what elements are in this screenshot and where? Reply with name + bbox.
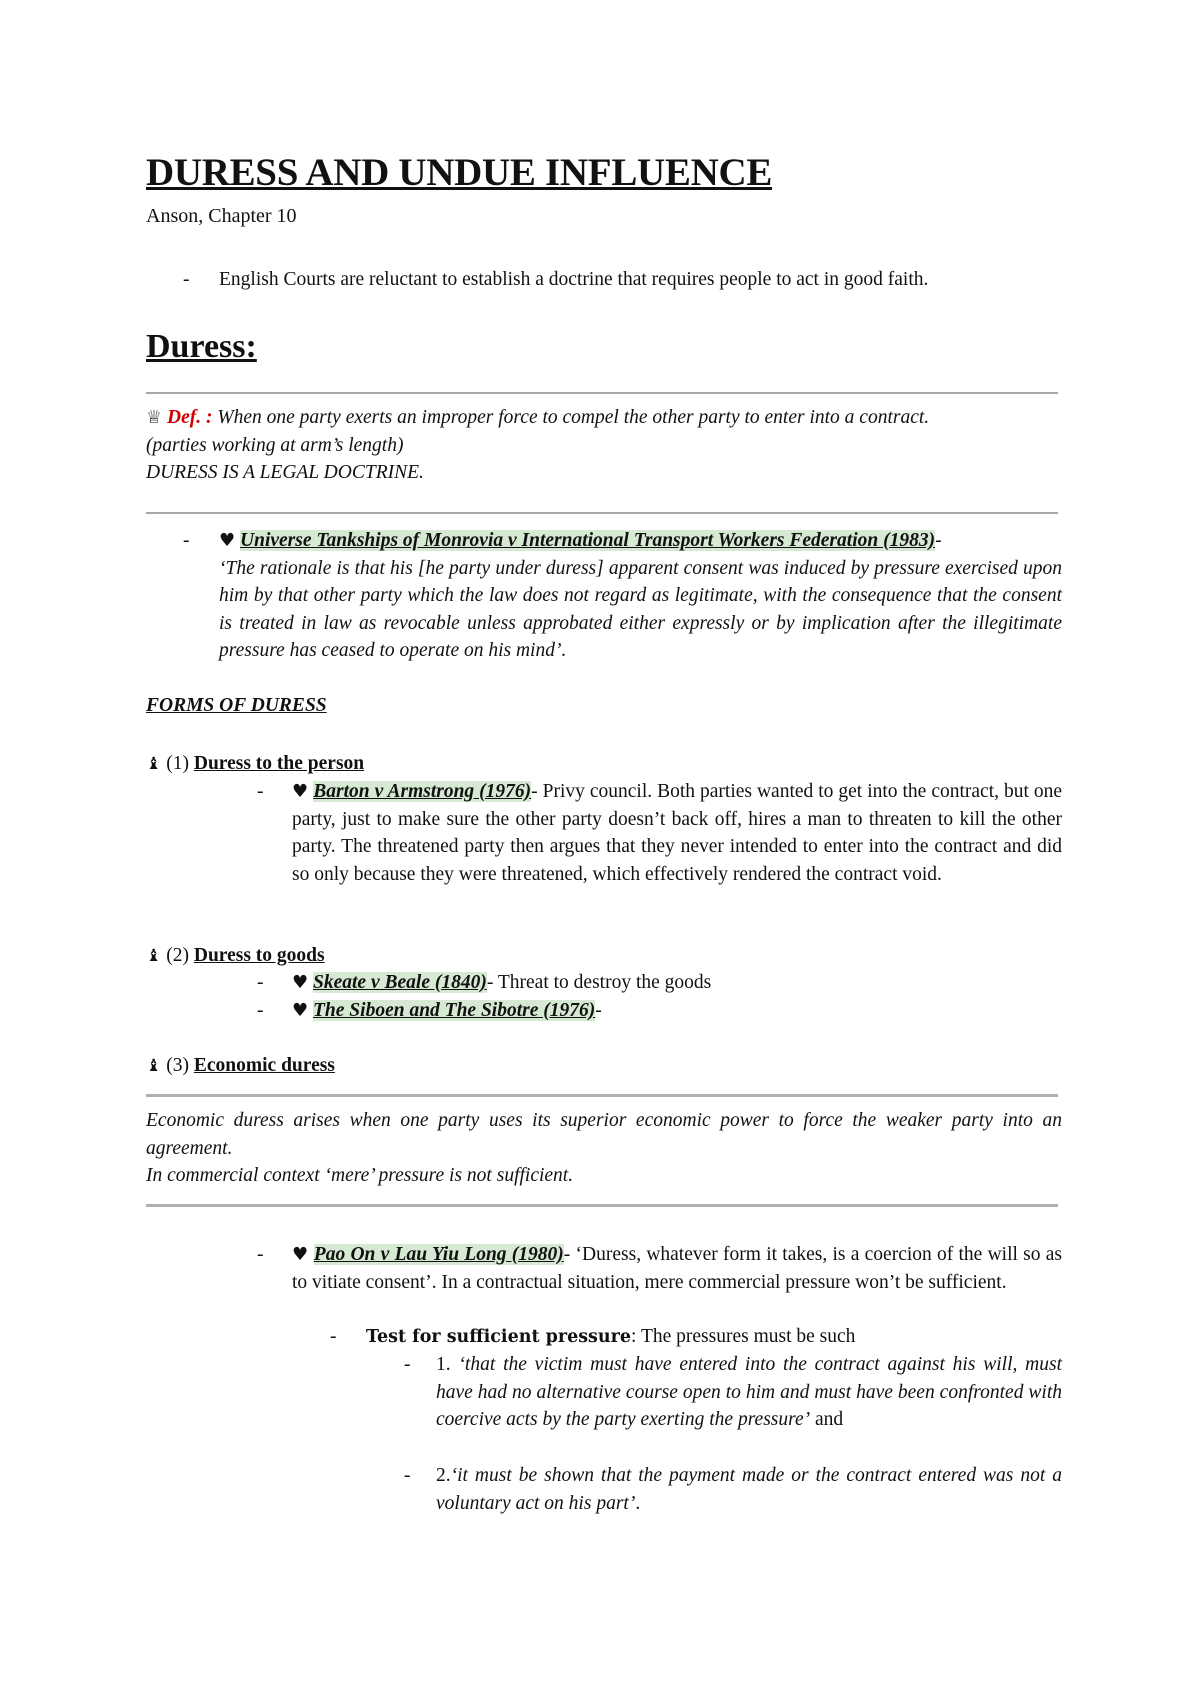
heart-icon: ♥: [292, 1244, 309, 1265]
test-item-suffix: and: [810, 1409, 844, 1430]
test-item-quote: ‘that the victim must have entered into the contract against his will, must have had no alternative course open to him and must have been confronted with coercive acts by the party exerting the pressure’: [436, 1354, 1063, 1430]
section-heading-duress: Duress:: [146, 328, 257, 365]
economic-duress-line-2: In commercial context ‘mere’ pressure is not sufficient.: [146, 1165, 574, 1186]
divider-line: [146, 392, 1058, 394]
intro-bullet-text: English Courts are reluctant to establish a doctrine that requires people to act in good faith.: [219, 269, 929, 290]
barton-case-text: - Privy council. Both parties wanted to get into the contract, but one party, just to make sure the other party doesn’t back off, hires a man to threaten to kill the other party. The threatened party then argues that they never intended to enter into the contract and did so only because they were threatened, which effectively rendered the contract void.: [292, 781, 1063, 885]
bullet-dash: -: [404, 1354, 411, 1375]
heart-icon: ♥: [292, 781, 309, 802]
definition-label: Def. :: [167, 407, 213, 428]
form-number: (3): [166, 1055, 189, 1076]
test-item-2: [436, 1462, 1062, 1517]
bullet-dash: -: [257, 972, 264, 993]
forms-heading: FORMS OF DURESS: [146, 695, 327, 716]
pao-case-text: - ‘Duress, whatever form it takes, is a coercion of the will so as to vitiate consent’. In a contractual situation, mere commercial pressure won’t be sufficient.: [292, 1244, 1063, 1293]
form-heading-2: [146, 942, 325, 971]
divider-line: [146, 1204, 1058, 1207]
form-number: (1): [166, 753, 189, 774]
bishop-icon: ♝: [146, 1056, 162, 1076]
form-label: Economic duress: [193, 1055, 335, 1076]
definition-block: [146, 404, 1066, 487]
document-subtitle: Anson, Chapter 10: [146, 205, 297, 227]
definition-line-3: DURESS IS A LEGAL DOCTRINE.: [146, 462, 424, 483]
form-number: (2): [166, 945, 189, 966]
definition-line: [146, 404, 1066, 432]
heart-icon: ♥: [292, 1000, 309, 1021]
universe-case-suffix: -: [935, 530, 942, 551]
universe-case-name: Universe Tankships of Monrovia v International Transport Workers Federation (1983): [240, 530, 936, 551]
document-title: DURESS AND UNDUE INFLUENCE: [146, 151, 773, 194]
universe-case-quote: ‘The rationale is that his [he party under duress] apparent consent was induced by pressure exercised upon him by that other party which the law does not regard as legitimate, with the consequence that the consent is treated in law as revocable unless approbated either expressly or by implication after the illegitimate pressure has ceased to operate on his mind’.: [219, 557, 1062, 661]
bullet-dash: -: [404, 1465, 411, 1486]
bishop-icon: ♝: [146, 754, 162, 774]
test-item-1: [436, 1351, 1062, 1434]
definition-line-2: (parties working at arm’s length): [146, 434, 404, 456]
divider-line: [146, 512, 1058, 514]
universe-case-block: [219, 527, 1062, 665]
bullet-dash: -: [183, 530, 190, 551]
goods-case-name: The Siboen and The Sibotre (1976): [313, 1000, 596, 1021]
queen-icon: ♕: [146, 407, 163, 428]
test-text: : The pressures must be such: [631, 1326, 856, 1347]
test-item-suffix: .: [635, 1492, 641, 1514]
bullet-dash: -: [183, 269, 190, 290]
goods-case-name: Skeate v Beale (1840): [313, 972, 487, 993]
test-heading: [366, 1323, 1066, 1352]
goods-case-text: - Threat to destroy the goods: [486, 972, 712, 993]
bullet-dash: -: [257, 781, 264, 802]
heart-icon: ♥: [219, 530, 236, 551]
definition-text: When one party exerts an improper force to compel the other party to enter into a contract.: [212, 407, 930, 428]
bishop-icon: ♝: [146, 946, 162, 966]
divider-line: [146, 1094, 1058, 1097]
bullet-dash: -: [257, 1000, 264, 1021]
goods-case-1: [292, 969, 1062, 997]
form-heading-1: [146, 750, 364, 779]
barton-case-name: Barton v Armstrong (1976): [313, 781, 532, 802]
pao-case-block: [292, 1241, 1062, 1296]
form-label: Duress to the person: [193, 753, 365, 774]
form-label: Duress to goods: [193, 945, 325, 966]
bullet-dash: -: [257, 1244, 264, 1265]
pao-case-name: Pao On v Lau Yiu Long (1980): [313, 1244, 564, 1265]
goods-case-2: [292, 997, 1062, 1025]
goods-case-text: -: [595, 1000, 602, 1021]
test-item-quote: ‘it must be shown that the payment made or the contract entered was not a voluntary act on his part’: [436, 1465, 1062, 1514]
test-label: Test for sufficient pressure: [366, 1327, 631, 1347]
economic-duress-line-1: Economic duress arises when one party uses its superior economic power to force the weaker party into an agreement.: [146, 1110, 1062, 1159]
heart-icon: ♥: [292, 972, 309, 993]
test-item-prefix: 1.: [436, 1354, 459, 1375]
test-item-prefix: 2.: [436, 1465, 451, 1486]
barton-case-block: [292, 778, 1062, 888]
bullet-dash: -: [330, 1326, 337, 1347]
form-heading-3: [146, 1052, 335, 1081]
economic-duress-box: [146, 1107, 1062, 1190]
